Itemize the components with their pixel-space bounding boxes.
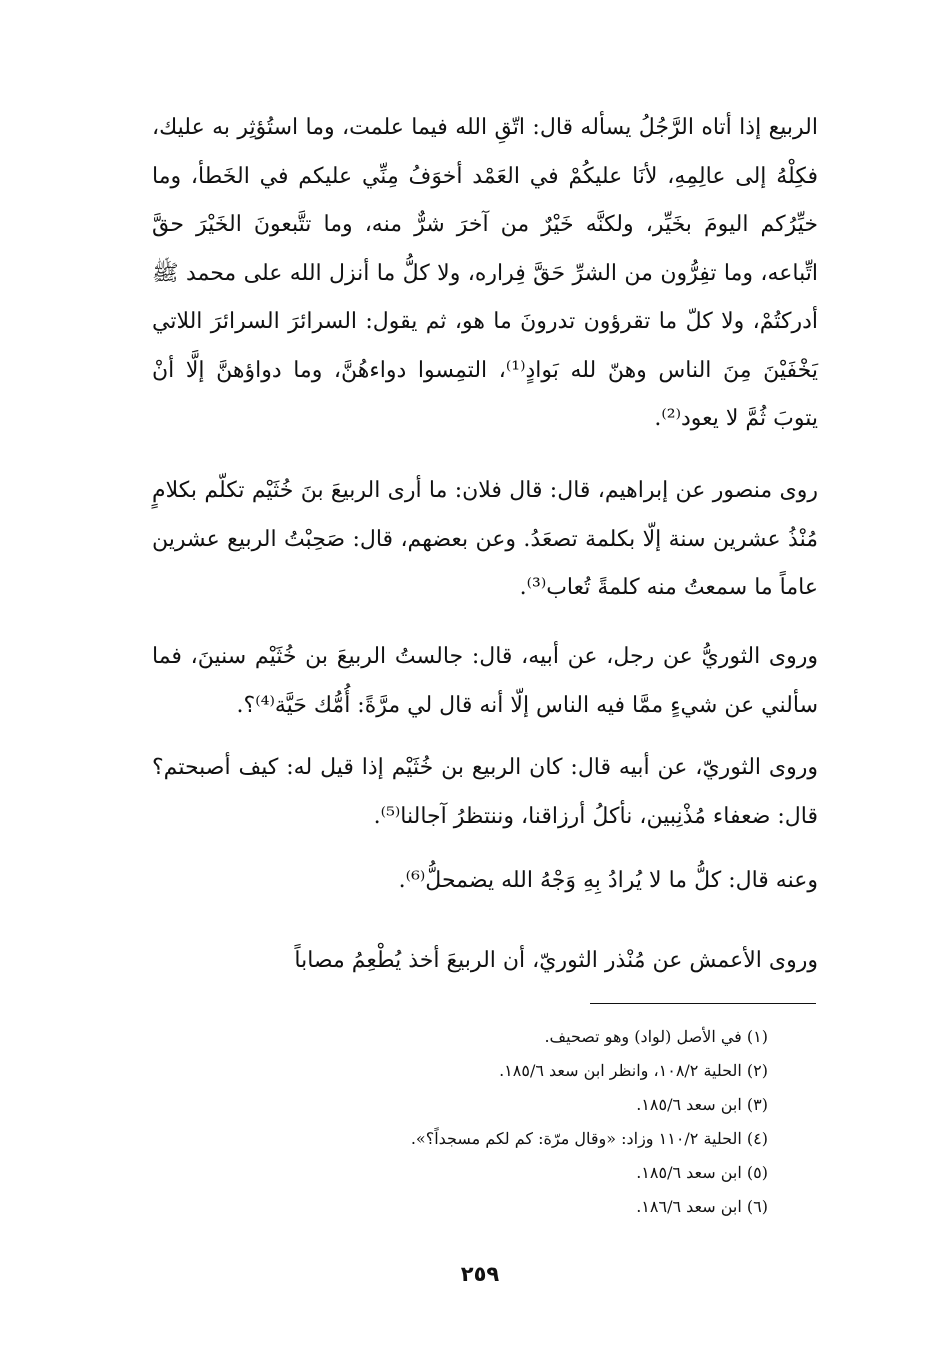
body-paragraph: وروى الثوريّ، عن أبيه قال: كان الربيع بن خُثَيْم إذا قيل له: كيف أصبحتم؟ قال: ضعفاء مُذْنِبين، نأكلُ أرزاقنا، وننتظرُ آجالنا⁽⁵⁾. — [152, 755, 818, 829]
body-paragraph: وعنه قال: كلُّ ما لا يُرادُ بِهِ وَجْهُ الله يضمحلُّ⁽⁶⁾. — [398, 868, 818, 893]
footnote: (٦) ابن سعد ١٨٦/٦. — [636, 1197, 768, 1216]
body-paragraph: وروى الأعمش عن مُنْذر الثوريّ، أن الربيعَ أخذ يُطْعِمُ مصاباً — [294, 948, 818, 973]
footnotes-list — [300, 1020, 768, 1224]
body-paragraph: روى منصور عن إبراهيم، قال: قال فلان: ما أرى الربيعَ بنَ خُثَيْم تكلّم بكلامٍ مُنْذُ عشرين سنة إلّا بكلمة تصعَدُ. وعن بعضهم، قال: صَحِبْتُ الربيع عشرين عاماً ما سمعتُ منه كلمةً تُعاب⁽³⁾. — [152, 478, 818, 600]
footnote-separator — [590, 1003, 816, 1004]
body-paragraph: الربيع إذا أتاه الرَّجُلُ يسأله قال: اتّقِ الله فيما علمت، وما استُؤثِر به عليك، فكِلْهُ إلى عالِمِهِ، لأنَا عليكُمْ في العَمْد أخوَفُ مِنِّي عليكم في الخَطأ، وما خيِّرُكم اليومَ بخَيِّر، ولكنَّه خَيْرٌ من آخرَ شرٌّ منه، وما تتَّبعونَ الخَيْرَ حقَّ اتِّباعه، وما تفِرُّون من الشرِّ حَقَّ فِراره، ولا كلُّ ما أنزل الله على محمد ﷺ أدركتُمْ، ولا كلّ ما تقرؤون تدرونَ ما هو، ثم يقول: السرائرَ السرائرَ اللاتي يَخْفَيْنَ مِنَ الناس وهنّ لله بَوادٍ⁽¹⁾، التمِسوا دواءهُنَّ، وما دواؤهنَّ إلَّا أنْ يتوبَ ثُمَّ لا يعود⁽²⁾. — [152, 115, 818, 431]
footnote: (٤) الحلية ١١٠/٢ وزاد: «وقال مرّة: كم لكم مسجداً؟». — [410, 1129, 768, 1148]
page-number: ٢٥٩ — [460, 1262, 500, 1286]
footnote: (٢) الحلية ١٠٨/٢، وانظر ابن سعد ١٨٥/٦. — [499, 1061, 768, 1080]
footnote: (١) في الأصل (لواد) وهو تصحيف. — [544, 1027, 768, 1046]
footnote: (٥) ابن سعد ١٨٥/٦. — [636, 1163, 768, 1182]
footnote: (٣) ابن سعد ١٨٥/٦. — [636, 1095, 768, 1114]
body-paragraph: وروى الثوريُّ عن رجل، عن أبيه، قال: جالستُ الربيعَ بن خُثَيْم سنينَ، فما سألني عن شيءٍ ممَّا فيه الناس إلّا أنه قال لي مرَّةً: أُمُّك حَيَّة⁽⁴⁾؟. — [152, 644, 818, 718]
